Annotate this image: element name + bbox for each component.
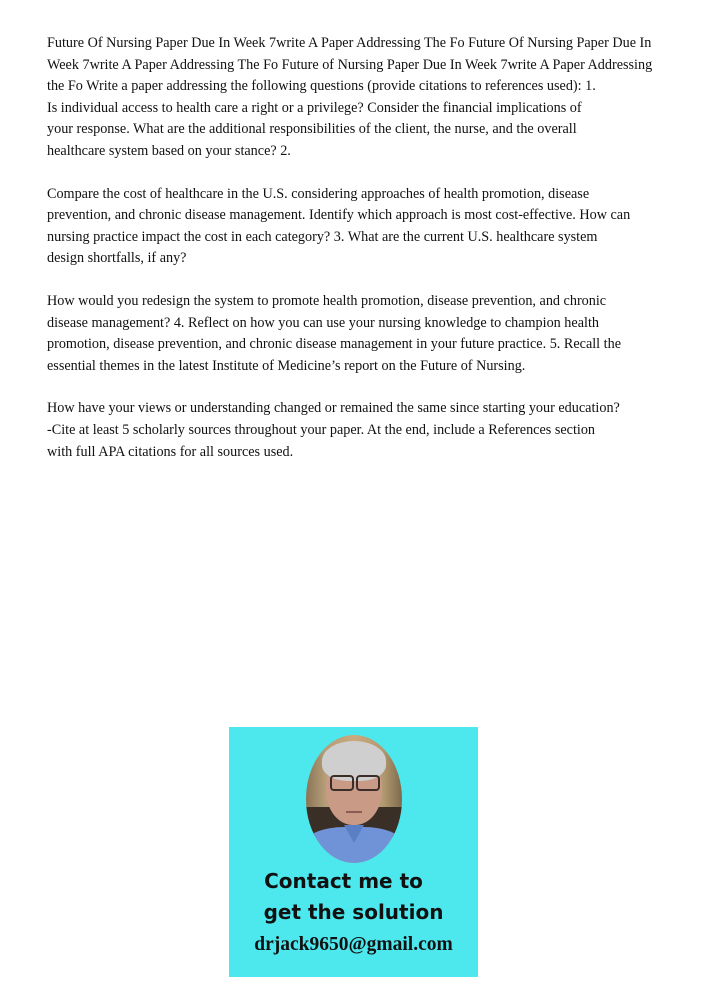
text-line: How have your views or understanding changed or remained the same since starting your education? — [47, 400, 620, 417]
glasses-icon — [356, 775, 380, 791]
contact-email[interactable]: drjack9650@gmail.com — [254, 934, 453, 955]
text-line: essential themes in the latest Institute of Medicine’s report on the Future of Nursing. — [47, 357, 526, 374]
paragraph-4 — [47, 398, 687, 463]
text-line: your response. What are the additional responsibilities of the client, the nurse, and the overall — [47, 121, 577, 138]
text-line: healthcare system based on your stance? 2. — [47, 142, 291, 159]
paragraph-3 — [47, 291, 687, 377]
text-line: nursing practice impact the cost in each category? 3. What are the current U.S. healthcare system — [47, 228, 598, 245]
text-line: design shortfalls, if any? — [47, 250, 187, 267]
text-line: disease management? 4. Reflect on how you can use your nursing knowledge to champion health — [47, 314, 599, 331]
contact-promo-banner[interactable] — [229, 727, 478, 977]
paragraph-1 — [47, 33, 687, 163]
text-line: Week 7write A Paper Addressing The Fo Future of Nursing Paper Due In Week 7write A Paper Addressing — [47, 56, 653, 73]
text-line: -Cite at least 5 scholarly sources throughout your paper. At the end, include a References section — [47, 421, 596, 438]
promo-headline-line2: get the solution — [263, 900, 444, 924]
text-line: prevention, and chronic disease management. Identify which approach is most cost-effective. How can — [47, 207, 631, 224]
text-line: Is individual access to health care a right or a privilege? Consider the financial implications of — [47, 99, 582, 116]
text-line: promotion, disease prevention, and chronic disease management in your future practice. 5. Recall the — [47, 336, 621, 353]
portrait-mouth — [346, 811, 362, 813]
text-line: Future Of Nursing Paper Due In Week 7write A Paper Addressing The Fo Future Of Nursing Paper Due In — [47, 35, 652, 51]
portrait-photo — [306, 735, 402, 863]
glasses-icon — [330, 775, 354, 791]
promo-headline-line1: Contact me to — [264, 869, 423, 893]
text-line: How would you redesign the system to promote health promotion, disease prevention, and chronic — [47, 292, 607, 309]
text-line: with full APA citations for all sources used. — [47, 443, 294, 460]
text-line: Compare the cost of healthcare in the U.S. considering approaches of health promotion, disease — [47, 185, 590, 202]
document-body — [47, 33, 687, 463]
paragraph-2 — [47, 184, 687, 270]
text-line: the Fo Write a paper addressing the following questions (provide citations to references used): 1. — [47, 78, 596, 95]
